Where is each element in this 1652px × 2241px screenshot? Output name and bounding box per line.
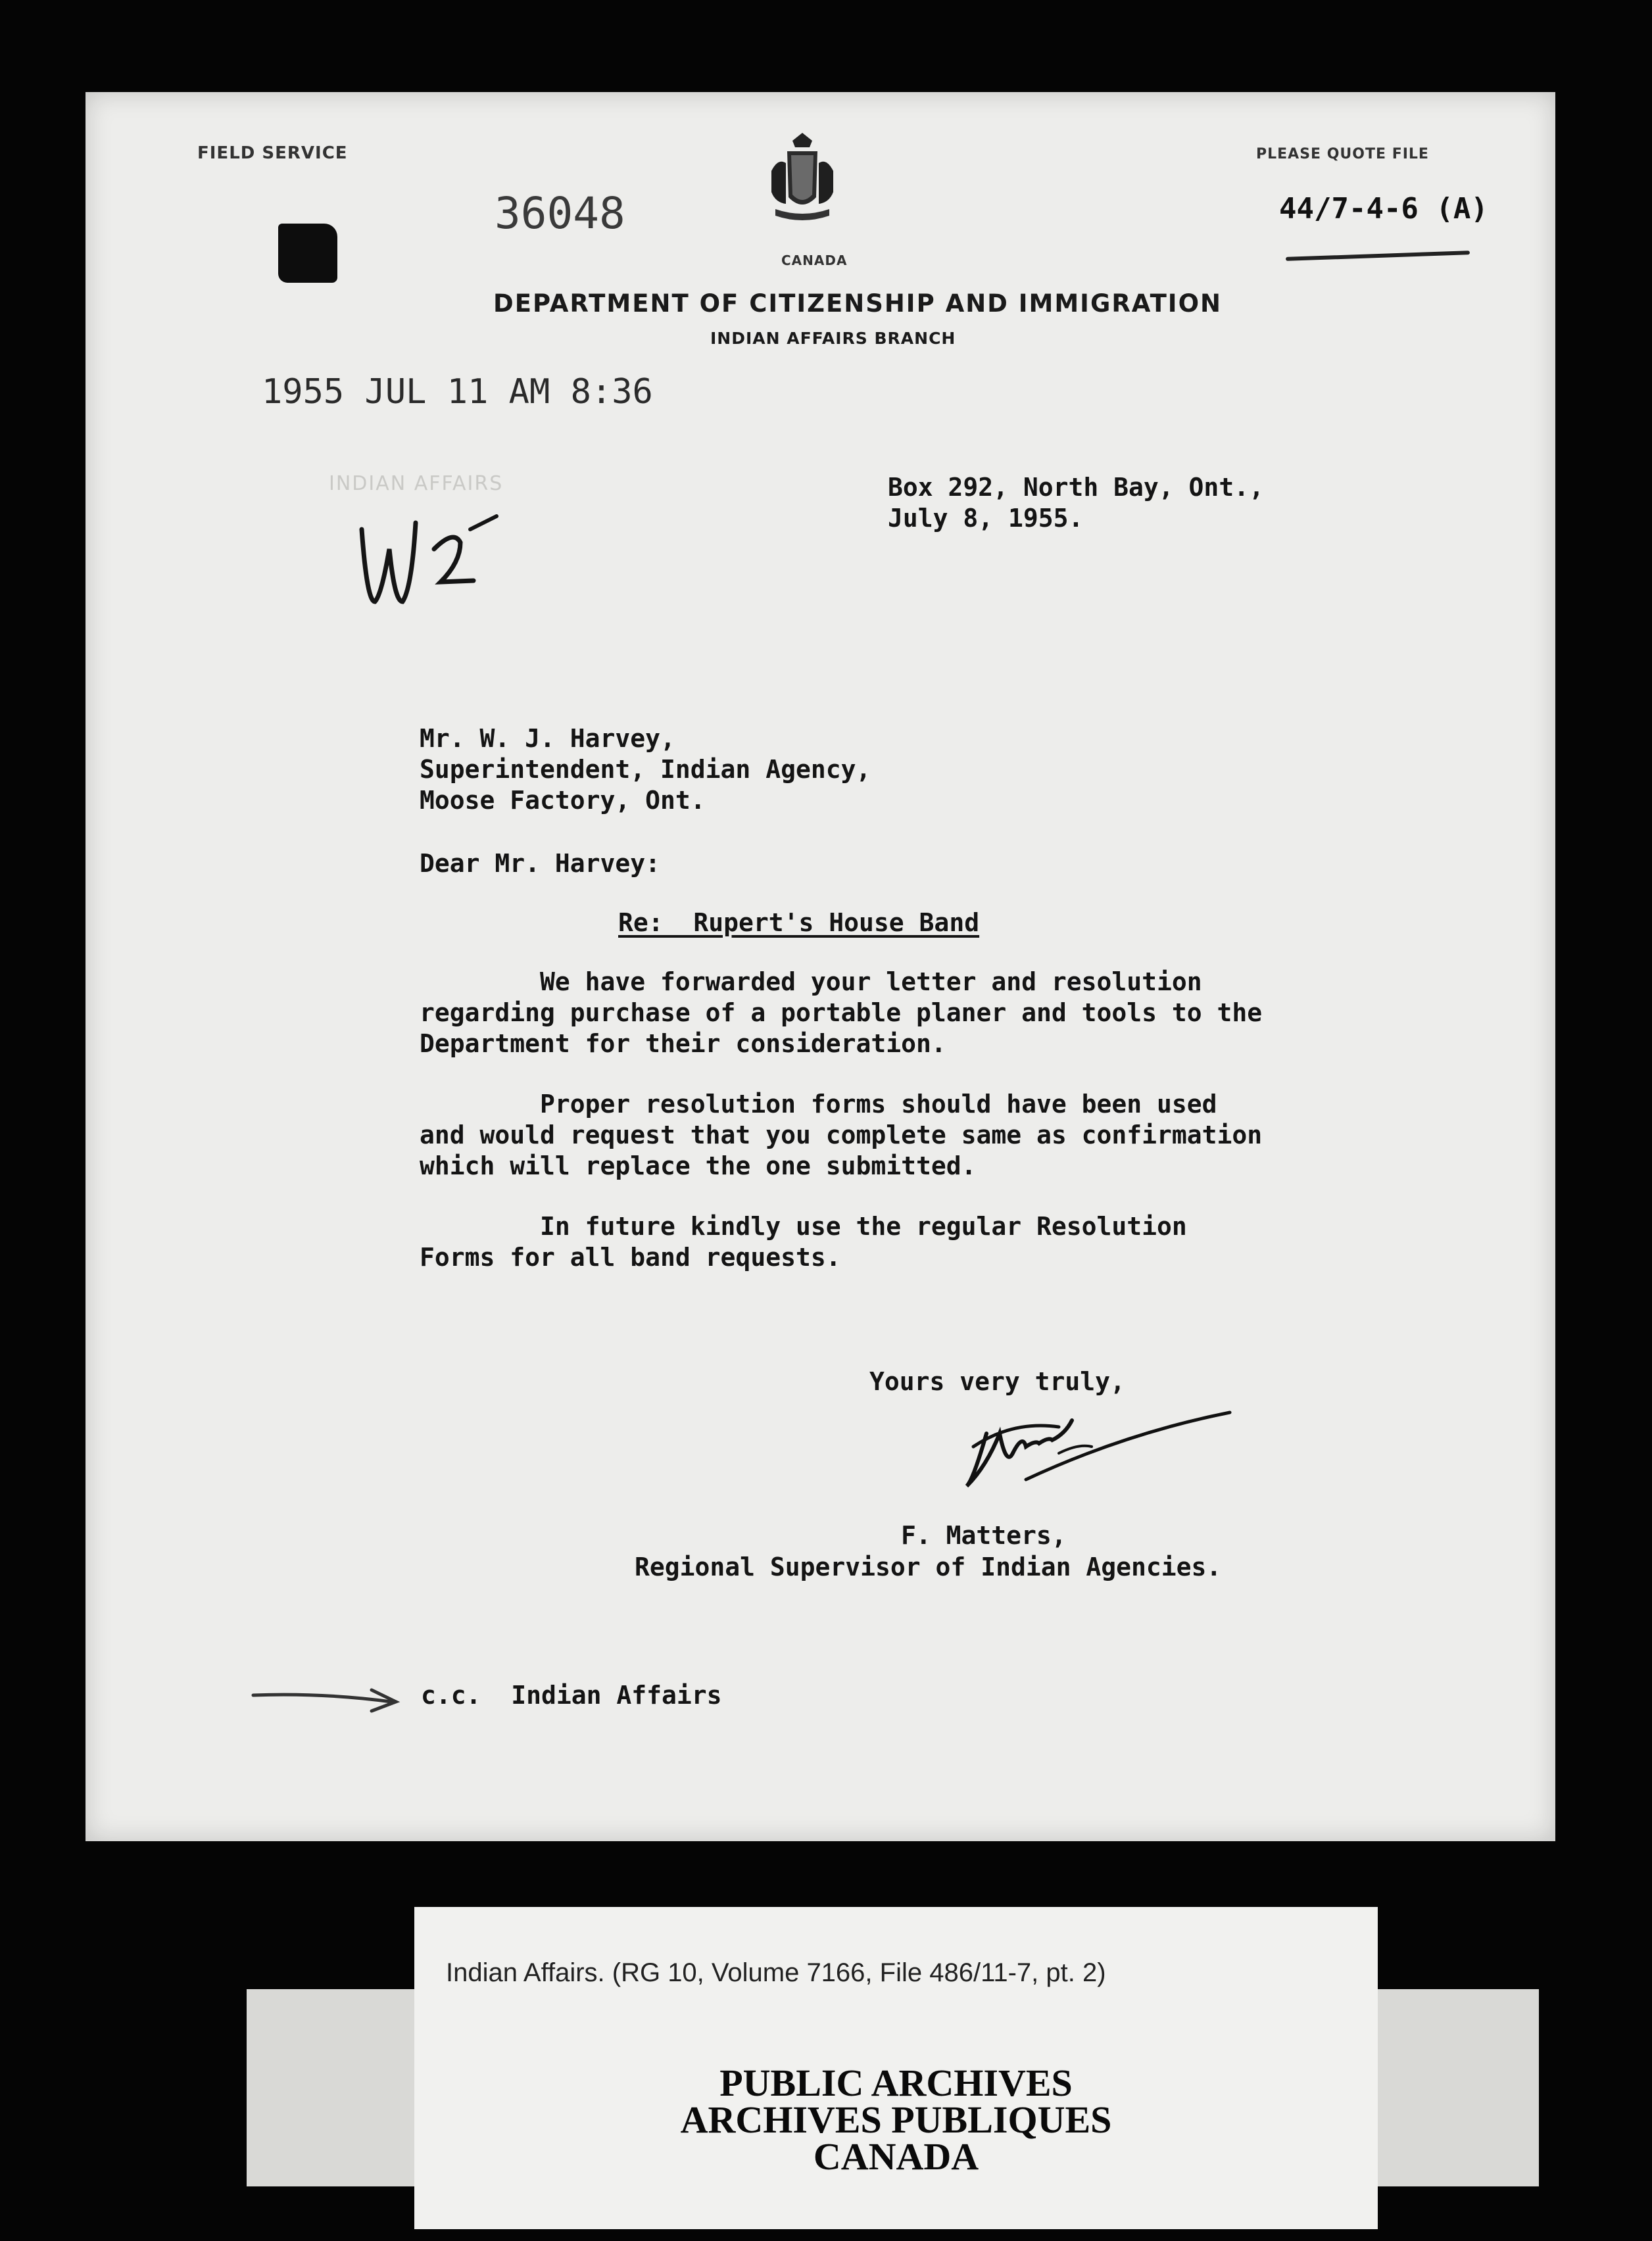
redaction-patch bbox=[278, 224, 337, 283]
paragraph-3 bbox=[420, 1211, 1187, 1273]
paragraph-line: Forms for all band requests. bbox=[420, 1243, 841, 1272]
paragraph-line: Proper resolution forms should have been used bbox=[420, 1090, 1217, 1119]
paragraph-line: regarding purchase of a portable planer and tools to the bbox=[420, 998, 1263, 1027]
carbon-copy-line: c.c. Indian Affairs bbox=[421, 1681, 722, 1710]
salutation: Dear Mr. Harvey: bbox=[420, 849, 661, 878]
file-reference-underline bbox=[1286, 251, 1470, 261]
recipient-address bbox=[420, 723, 871, 816]
sender-address-line: Box 292, North Bay, Ont., bbox=[888, 473, 1264, 502]
recipient-line: Superintendent, Indian Agency, bbox=[420, 755, 871, 784]
paragraph-2 bbox=[420, 1089, 1262, 1182]
paragraph-line: In future kindly use the regular Resolution bbox=[420, 1212, 1187, 1241]
file-stamp-number: 36048 bbox=[495, 188, 625, 239]
left-film-strip bbox=[247, 1989, 418, 2186]
paragraph-1 bbox=[420, 967, 1262, 1059]
faded-stamp: INDIAN AFFAIRS bbox=[329, 472, 504, 495]
branch-name: INDIAN AFFAIRS BRANCH bbox=[710, 329, 956, 348]
canada-caption: CANADA bbox=[781, 253, 848, 268]
handwritten-arrow-icon bbox=[250, 1677, 408, 1716]
please-quote-label: PLEASE QUOTE FILE bbox=[1256, 146, 1429, 162]
recipient-line: Mr. W. J. Harvey, bbox=[420, 724, 675, 753]
sender-date-line: July 8, 1955. bbox=[888, 504, 1084, 533]
signatory-name: F. Matters, bbox=[901, 1521, 1067, 1550]
field-service-label: FIELD SERVICE bbox=[197, 143, 348, 163]
handwritten-signature bbox=[960, 1407, 1236, 1506]
department-name: DEPARTMENT OF CITIZENSHIP AND IMMIGRATION bbox=[493, 289, 1222, 318]
sender-address bbox=[888, 472, 1264, 534]
paragraph-line: and would request that you complete same as confirmation bbox=[420, 1120, 1263, 1149]
file-reference: 44/7-4-6 (A) bbox=[1279, 192, 1488, 226]
archive-stamp bbox=[414, 2061, 1378, 2178]
archive-line-2: ARCHIVES PUBLIQUES bbox=[680, 2098, 1112, 2141]
right-film-strip bbox=[1374, 1989, 1539, 2186]
archive-reference: Indian Affairs. (RG 10, Volume 7166, File 486/11-7, pt. 2) bbox=[446, 1958, 1106, 1987]
subject-line: Re: Rupert's House Band bbox=[618, 908, 980, 937]
letter-page bbox=[85, 92, 1555, 1841]
archive-line-1: PUBLIC ARCHIVES bbox=[719, 2061, 1073, 2104]
paragraph-line: Department for their consideration. bbox=[420, 1029, 946, 1058]
paragraph-line: which will replace the one submitted. bbox=[420, 1151, 977, 1180]
archive-label bbox=[414, 1907, 1378, 2229]
received-date-stamp: 1955 JUL 11 AM 8:36 bbox=[262, 372, 653, 412]
signatory-title: Regional Supervisor of Indian Agencies. bbox=[635, 1553, 1222, 1581]
closing: Yours very truly, bbox=[869, 1367, 1125, 1396]
handwritten-mark bbox=[355, 503, 506, 615]
coat-of-arms-icon bbox=[766, 132, 838, 230]
archive-line-3: CANADA bbox=[813, 2135, 979, 2178]
paragraph-line: We have forwarded your letter and resolution bbox=[420, 967, 1202, 996]
recipient-line: Moose Factory, Ont. bbox=[420, 786, 706, 815]
